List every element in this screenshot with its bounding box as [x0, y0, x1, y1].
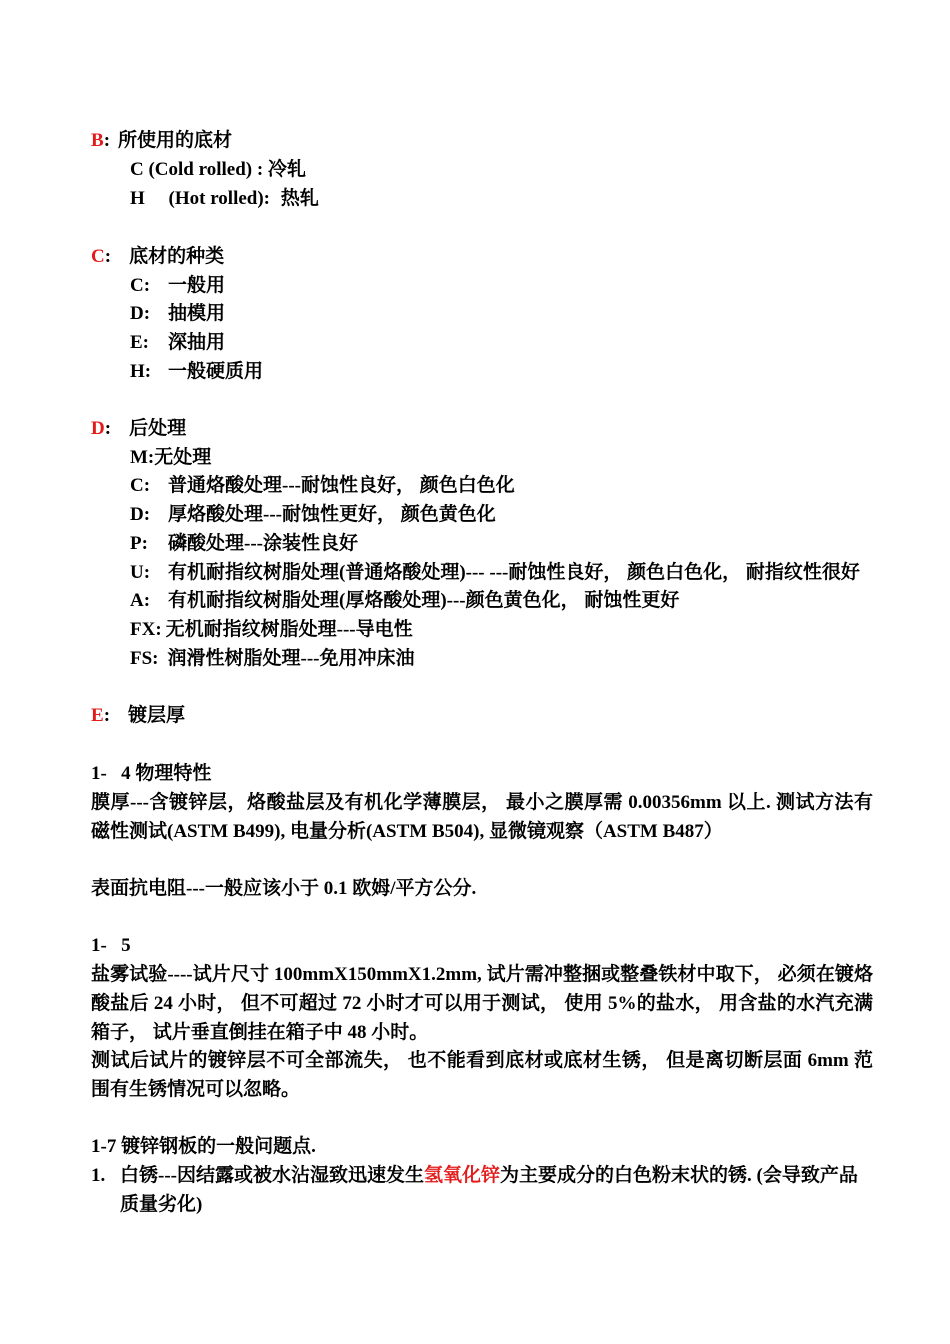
item-desc: 一般用 [168, 275, 226, 296]
item-desc: 无处理 [154, 447, 212, 468]
section-e-heading [91, 701, 185, 730]
item-code: C (Cold rolled) : [130, 159, 264, 180]
item-code: FS: [130, 648, 159, 669]
item-text-pre: 白锈---因结露或被水沾湿致迅速发生 [120, 1165, 424, 1186]
section-sep: : [103, 130, 111, 151]
item-desc: 有机耐指纹树脂处理(普通烙酸处理)--- ---耐蚀性良好， 颜色白色化， 耐指纹性很好 [168, 562, 860, 583]
item-code: M: [130, 447, 155, 468]
item-desc: 一般硬质用 [168, 361, 264, 382]
item-desc: 厚烙酸处理---耐蚀性更好， 颜色黄色化 [168, 504, 496, 525]
section-c-heading [91, 242, 224, 271]
section-title: 所使用的底材 [118, 130, 233, 151]
section-letter: E [91, 705, 104, 726]
section-title: 底材的种类 [129, 246, 225, 267]
item-code: C: [130, 275, 151, 296]
list-item [130, 500, 496, 529]
list-item [130, 615, 413, 644]
section-heading-1-5: 1- 5 [91, 935, 131, 956]
section-title: 镀层厚 [128, 705, 186, 726]
list-item [130, 155, 306, 184]
section-letter: C [91, 246, 105, 267]
item-code: P: [130, 533, 148, 554]
section-b-heading [91, 126, 232, 155]
list-item [130, 529, 358, 558]
item-desc: 无机耐指纹树脂处理---导电性 [165, 619, 413, 640]
list-item [130, 558, 860, 587]
list-item [130, 443, 211, 472]
item-desc: 热轧 [280, 188, 319, 209]
paragraph-test-result: 测试后试片的镀锌层不可全部流失， 也不能看到底材或底材生锈， 但是离切断层面 6mm 范围有生锈情况可以忽略。 [91, 1050, 873, 1100]
section-title: 后处理 [129, 418, 187, 439]
item-desc: 润滑性树脂处理---免用冲床油 [167, 648, 415, 669]
list-item [130, 644, 414, 673]
item-desc: 抽模用 [168, 303, 226, 324]
item-code: C: [130, 475, 151, 496]
list-item [130, 471, 515, 500]
section-d-heading [91, 414, 186, 443]
section-sep: : [104, 418, 112, 439]
section-letter: B [91, 130, 104, 151]
section-sep: : [103, 705, 111, 726]
item-code: E: [130, 332, 149, 353]
item-desc: 普通烙酸处理---耐蚀性良好， 颜色白色化 [168, 475, 515, 496]
highlight-zinc-hydroxide: 氢氧化锌 [423, 1165, 500, 1186]
list-item [130, 357, 263, 386]
item-desc: 磷酸处理---涂装性良好 [168, 533, 358, 554]
item-code: D: [130, 504, 151, 525]
section-heading-1-7: 1-7 镀锌钢板的一般问题点. [91, 1136, 316, 1157]
paragraph-film-thickness: 膜厚---含镀锌层，烙酸盐层及有机化学薄膜层， 最小之膜厚需 0.00356mm 以上. 测试方法有磁性测试(ASTM B499), 电量分析(ASTM B504), 显微镜观察（ASTM B487） [91, 792, 873, 842]
numbered-item [91, 1161, 873, 1219]
item-code: D: [130, 303, 151, 324]
list-item [130, 184, 319, 213]
section-sep: : [104, 246, 112, 267]
item-code: H (Hot rolled): [130, 188, 271, 209]
item-text [120, 1161, 873, 1219]
item-desc: 深抽用 [168, 332, 226, 353]
item-code: U: [130, 562, 151, 583]
item-number: 1. [91, 1165, 106, 1186]
item-code: H: [130, 361, 152, 382]
item-text-post: 为主要成分的白色粉末状的锈. (会导致产品质量劣化) [120, 1165, 858, 1215]
item-desc: 冷轧 [267, 159, 306, 180]
section-heading-1-4: 1- 4 物理特性 [91, 763, 212, 784]
paragraph-salt-spray: 盐雾试验----试片尺寸 100mmX150mmX1.2mm, 试片需冲整捆或整叠铁材中取下， 必须在镀烙酸盐后 24 小时， 但不可超过 72 小时才可以用于测试， 使用 5%的盐水， 用含盐的水汽充满箱子， 试片垂直倒挂在箱子中 48 小时。 [91, 964, 873, 1043]
paragraph-surface-resistance: 表面抗电阻---一般应该小于 0.1 欧姆/平方公分. [91, 878, 477, 899]
list-item [130, 328, 225, 357]
list-item [130, 299, 225, 328]
item-desc: 有机耐指纹树脂处理(厚烙酸处理)---颜色黄色化， 耐蚀性更好 [168, 590, 680, 611]
item-code: A: [130, 590, 151, 611]
list-item [130, 271, 225, 300]
item-code: FX: [130, 619, 162, 640]
section-letter: D [91, 418, 105, 439]
list-item [130, 586, 679, 615]
